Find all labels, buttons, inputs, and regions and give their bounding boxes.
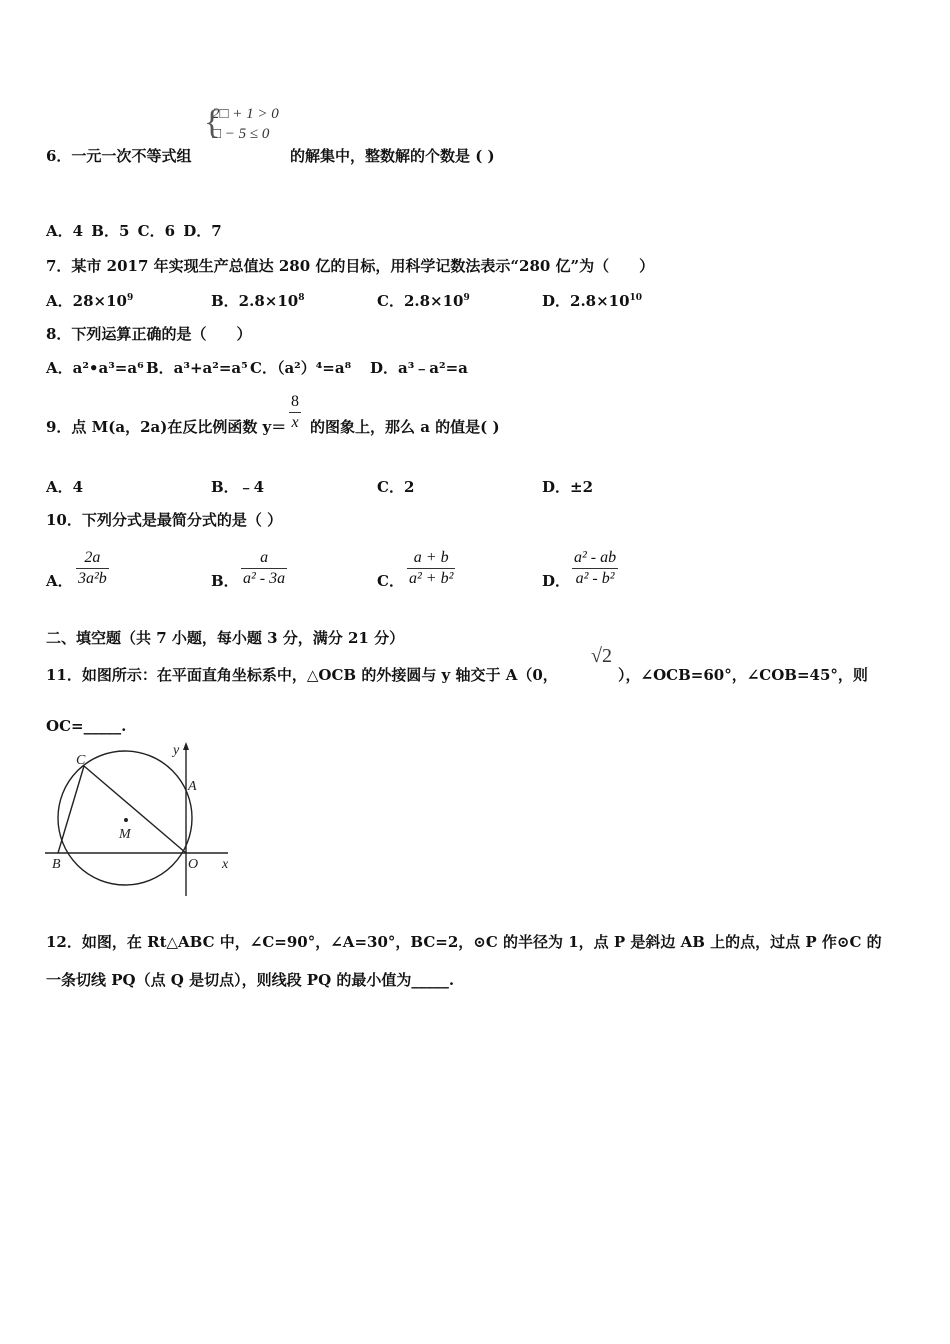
q10-option-c-fraction <box>407 548 455 589</box>
q10-d-num: a² - ab <box>574 549 617 566</box>
label-a: A <box>188 779 197 794</box>
q10-option-a-fraction <box>76 548 109 589</box>
label-m: M <box>119 827 131 842</box>
q10-option-c-label: C． <box>377 572 404 590</box>
q6-sys-line2: □ − 5 ≤ 0 <box>212 126 270 142</box>
q9-stem-pre: 9．点 M(a，2a)在反比例函数 y＝ <box>46 418 287 436</box>
q11-sqrt: √2 <box>591 645 612 667</box>
q10-option-d-label: D． <box>542 572 571 590</box>
section-2-heading: 二、填空题（共 7 小题，每小题 3 分，满分 21 分） <box>46 629 405 647</box>
q9-stem-post: 的图象上，那么 a 的值是( ) <box>310 418 500 436</box>
q8-option-c: C．（a²）⁴=a⁸ <box>250 359 352 377</box>
q10-option-b-fraction <box>241 548 287 589</box>
label-b: B <box>52 857 61 872</box>
q10-option-b-label: B． <box>211 572 239 590</box>
q6-prefix: 6．一元一次不等式组 <box>46 147 192 165</box>
q10-stem: 10．下列分式是最简分式的是（ ） <box>46 511 283 529</box>
q11-stem-post: ），∠OCB=60°，∠COB=45°，则 <box>618 666 868 684</box>
label-c: C <box>76 753 86 768</box>
q9-fraction <box>289 392 301 433</box>
segment-co <box>84 766 186 853</box>
q10-b-den: a² - 3a <box>243 570 286 587</box>
q7-option-d: D．$2.8\times 10^{10}$ <box>542 292 643 310</box>
q6-brace: { <box>204 104 221 141</box>
q10-b-num: a <box>260 549 269 566</box>
q9-option-d: D．±2 <box>542 478 594 496</box>
q10-c-den: a² + b² <box>409 570 454 587</box>
q11-answer: OC=_____. <box>46 717 127 735</box>
q10-a-num: 2a <box>84 549 101 566</box>
q8-option-d: D．a³﹣a²=a <box>370 359 468 377</box>
q9-option-c: C．2 <box>377 478 415 496</box>
q9-option-b: B．﹣4 <box>211 478 265 496</box>
q7-option-a: A．$28\times 10^9$ <box>46 292 134 310</box>
q11-diagram <box>40 736 240 906</box>
q10-c-num: a + b <box>413 549 449 566</box>
q9-option-a: A．4 <box>46 478 84 496</box>
q6-stem <box>46 146 191 166</box>
q9-frac-num: 8 <box>291 393 299 410</box>
q8-option-a: A．a²•a³=a⁶ <box>46 359 144 377</box>
q12-line1: 12．如图，在 Rt△ABC 中，∠C=90°，∠A=30°，BC=2，⊙C 的半径为 1，点 P 是斜边 AB 上的点，过点 P 作⊙C 的 <box>46 933 882 951</box>
q10-option-a-label: A． <box>46 572 73 590</box>
q7-option-c: C．$2.8\times 10^9$ <box>377 292 470 310</box>
q11-stem-pre: 11．如图所示：在平面直角坐标系中，△OCB 的外接圆与 y 轴交于 A（0， <box>46 666 558 684</box>
circumcircle <box>58 751 192 885</box>
q7-option-b: B．$2.8\times 10^8$ <box>211 292 305 310</box>
q10-a-den: 3a²b <box>78 570 107 587</box>
label-x: x <box>222 857 229 872</box>
q6-suffix: 的解集中，整数解的个数是 ( ) <box>290 147 495 165</box>
center-point-m <box>124 818 128 822</box>
label-o: O <box>188 857 199 872</box>
q7-stem: 7．某市 2017 年实现生产总值达 280 亿的目标，用科学记数法表示“280 亿”为（ ） <box>46 257 655 275</box>
q6-sys-line1: 2□ + 1 > 0 <box>212 106 279 122</box>
q8-option-b: B．a³+a²=a⁵ <box>146 359 248 377</box>
q12-line2: 一条切线 PQ（点 Q 是切点），则线段 PQ 的最小值为_____. <box>46 971 455 989</box>
q8-stem: 8．下列运算正确的是（ ） <box>46 325 252 343</box>
q9-frac-den: x <box>291 414 299 431</box>
q6-options: A．4 B．5 C．6 D．7 <box>46 222 222 240</box>
q6-system <box>204 104 279 144</box>
q10-d-den: a² - b² <box>575 570 615 587</box>
q10-option-d-fraction <box>572 548 618 589</box>
label-y: y <box>173 743 180 758</box>
y-axis-arrow <box>183 742 189 750</box>
